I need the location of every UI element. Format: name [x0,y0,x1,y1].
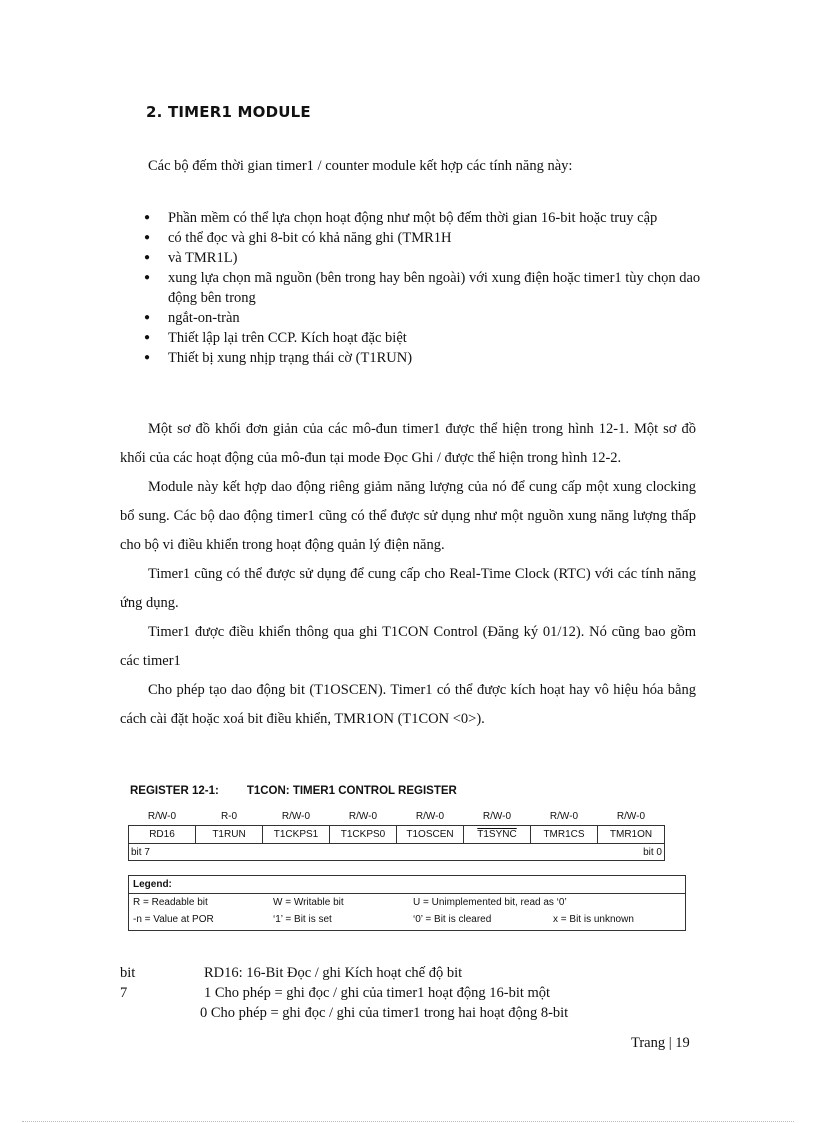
legend-cleared: ‘0’ = Bit is cleared [413,914,492,925]
legend-set: ‘1’ = Bit is set [273,914,332,925]
bit-value-1: 1 Cho phép = ghi đọc / ghi của timer1 hoạt động 16-bit một [204,985,551,1001]
paragraph: Cho phép tạo dao động bit (T1OSCEN). Timer1 có thể được kích hoạt hay vô hiệu hóa bằng cách cài đặt hoặc xoá bit điều khiển, TMR1ON (T1CON <0>). [120,682,696,727]
legend-por: -n = Value at POR [133,914,214,925]
access-cell: R/W-0 [129,808,196,826]
list-item: ● Phần mềm có thể lựa chọn hoạt động như một bộ đếm thời gian 16-bit hoặc truy cập [143,208,703,228]
list-item: ● ngắt-on-tràn [143,308,703,328]
access-cell: R/W-0 [397,808,464,826]
paragraph: Một sơ đồ khối đơn giản của các mô-đun timer1 được thể hiện trong hình 12-1. Một sơ đồ khối của các hoạt động của mô-đun tại mode Đọc Ghi / được thể hiện trong hình 12-2. [120,421,696,466]
list-item: ● xung lựa chọn mã nguồn (bên trong hay bên ngoài) với xung điện hoặc timer1 tùy chọn dao động bên trong [143,268,703,308]
register-title [130,785,457,797]
page-bottom-rule [22,1121,794,1122]
register-name: T1CON: TIMER1 CONTROL REGISTER [246,785,457,797]
paragraph: Module này kết hợp dao động riêng giảm năng lượng của nó để cung cấp một xung clocking bổ sung. Các bộ dao động timer1 cũng có thể được sử dụng như một nguồn xung năng lượng thấp cho bộ vi điều khiển trong hoạt động quản lý điện năng. [120,479,696,553]
bit-low-label: bit 0 [397,844,665,861]
bitname-cell: T1RUN [196,826,263,844]
register-label: REGISTER 12-1: [130,785,219,797]
register-legend [128,875,686,931]
access-cell: R/W-0 [531,808,598,826]
bitname-row [129,826,665,844]
register-table [128,808,665,861]
page-number: Trang | 19 [631,1035,690,1051]
body-text [120,415,696,734]
access-cell: R/W-0 [598,808,665,826]
bit-number: bit 7 [120,965,136,1001]
access-cell: R/W-0 [263,808,330,826]
access-cell: R-0 [196,808,263,826]
bitname-cell: RD16 [129,826,196,844]
legend-unknown: x = Bit is unknown [553,914,634,925]
bit-high-label: bit 7 [129,844,397,861]
bitname-cell: TMR1ON [598,826,665,844]
access-cell: R/W-0 [464,808,531,826]
legend-unimplemented: U = Unimplemented bit, read as ‘0’ [413,897,567,908]
intro-text: Các bộ đếm thời gian timer1 / counter module kết hợp các tính năng này: [148,158,573,174]
feature-list [143,208,703,368]
legend-divider [129,893,685,894]
legend-title: Legend: [133,879,172,890]
access-row [129,808,665,826]
paragraph: Timer1 được điều khiển thông qua ghi T1CON Control (Đăng ký 01/12). Nó cũng bao gồm các timer1 [120,624,696,669]
list-item: ● và TMR1L) [143,248,703,268]
list-item: ● có thể đọc và ghi 8-bit có khả năng ghi (TMR1H [143,228,703,248]
legend-writable: W = Writable bit [273,897,344,908]
bitname-cell: T1OSCEN [397,826,464,844]
bitname-cell: T1CKPS1 [263,826,330,844]
bit-title: RD16: 16-Bit Đọc / ghi Kích hoạt chế độ bit [204,965,463,981]
bitname-cell: T1CKPS0 [330,826,397,844]
bit-order-row [129,844,665,861]
bitname-cell: T1SYNC [464,826,531,844]
access-cell: R/W-0 [330,808,397,826]
section-heading: 2. TIMER1 MODULE [146,103,311,121]
bit-value-0: 0 Cho phép = ghi đọc / ghi của timer1 trong hai hoạt động 8-bit [200,1005,569,1021]
bitname-cell: TMR1CS [531,826,598,844]
legend-readable: R = Readable bit [133,897,208,908]
list-item: ● Thiết bị xung nhịp trạng thái cờ (T1RUN) [143,348,703,368]
paragraph: Timer1 cũng có thể được sử dụng để cung cấp cho Real-Time Clock (RTC) với các tính năng ứng dụng. [120,566,696,611]
list-item: ● Thiết lập lại trên CCP. Kích hoạt đặc biệt [143,328,703,348]
